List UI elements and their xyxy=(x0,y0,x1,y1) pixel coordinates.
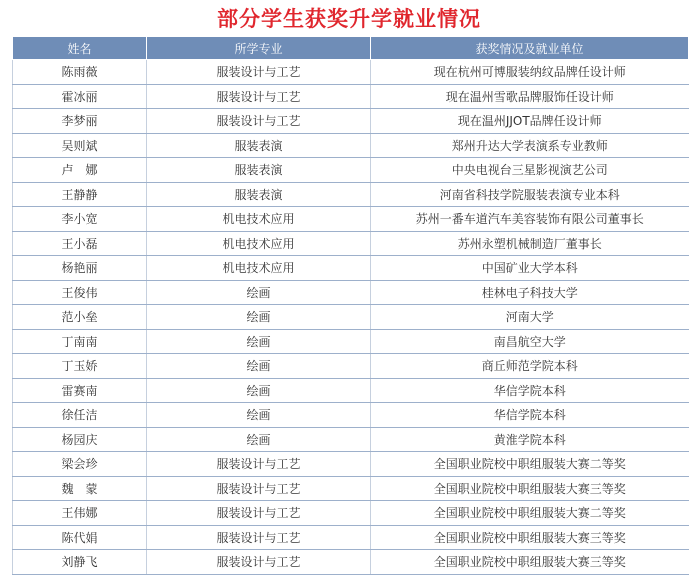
results-table xyxy=(12,36,689,575)
cell-award-employment: 南昌航空大学 xyxy=(371,329,689,354)
table-row xyxy=(13,133,689,158)
cell-student-name: 雷赛南 xyxy=(13,378,147,403)
cell-student-name: 吴则斌 xyxy=(13,133,147,158)
column-header-award-employment: 获奖情况及就业单位 xyxy=(371,37,689,60)
cell-major: 绘画 xyxy=(147,329,371,354)
table-row xyxy=(13,354,689,379)
cell-student-name: 王俊伟 xyxy=(13,280,147,305)
cell-award-employment: 华信学院本科 xyxy=(371,378,689,403)
cell-major: 服装表演 xyxy=(147,133,371,158)
table-row xyxy=(13,231,689,256)
cell-award-employment: 现在温州雪歌品牌服饰任设计师 xyxy=(371,84,689,109)
cell-student-name: 王小磊 xyxy=(13,231,147,256)
cell-student-name: 杨园庆 xyxy=(13,427,147,452)
cell-award-employment: 全国职业院校中职组服装大赛三等奖 xyxy=(371,550,689,575)
cell-award-employment: 华信学院本科 xyxy=(371,403,689,428)
cell-student-name: 陈代娟 xyxy=(13,525,147,550)
cell-award-employment: 现在杭州可博服装纳纹品牌任设计师 xyxy=(371,60,689,85)
table-row xyxy=(13,256,689,281)
table-row xyxy=(13,280,689,305)
table-body xyxy=(13,60,689,575)
table-row xyxy=(13,501,689,526)
cell-award-employment: 中国矿业大学本科 xyxy=(371,256,689,281)
cell-award-employment: 现在温州JJOT品牌任设计师 xyxy=(371,109,689,134)
cell-student-name: 李梦丽 xyxy=(13,109,147,134)
table-row xyxy=(13,305,689,330)
column-header-name: 姓名 xyxy=(13,37,147,60)
cell-major: 服装设计与工艺 xyxy=(147,476,371,501)
table-row xyxy=(13,182,689,207)
cell-major: 服装表演 xyxy=(147,158,371,183)
cell-award-employment: 全国职业院校中职组服装大赛二等奖 xyxy=(371,501,689,526)
cell-major: 服装表演 xyxy=(147,182,371,207)
cell-award-employment: 郑州升达大学表演系专业教师 xyxy=(371,133,689,158)
cell-major: 服装设计与工艺 xyxy=(147,550,371,575)
cell-major: 服装设计与工艺 xyxy=(147,452,371,477)
cell-major: 绘画 xyxy=(147,280,371,305)
cell-award-employment: 全国职业院校中职组服装大赛二等奖 xyxy=(371,452,689,477)
cell-award-employment: 河南省科技学院服装表演专业本科 xyxy=(371,182,689,207)
cell-student-name: 范小垒 xyxy=(13,305,147,330)
table-row xyxy=(13,109,689,134)
table-row xyxy=(13,207,689,232)
table-header-row xyxy=(13,37,689,60)
cell-student-name: 卢 娜 xyxy=(13,158,147,183)
cell-major: 服装设计与工艺 xyxy=(147,525,371,550)
cell-student-name: 杨艳丽 xyxy=(13,256,147,281)
table-row xyxy=(13,452,689,477)
table-row xyxy=(13,550,689,575)
cell-major: 绘画 xyxy=(147,427,371,452)
table-row xyxy=(13,427,689,452)
cell-major: 机电技术应用 xyxy=(147,207,371,232)
cell-award-employment: 黄淮学院本科 xyxy=(371,427,689,452)
cell-award-employment: 苏州永塑机械制造厂董事长 xyxy=(371,231,689,256)
cell-student-name: 徐任洁 xyxy=(13,403,147,428)
cell-major: 绘画 xyxy=(147,403,371,428)
cell-major: 服装设计与工艺 xyxy=(147,501,371,526)
cell-award-employment: 河南大学 xyxy=(371,305,689,330)
cell-award-employment: 桂林电子科技大学 xyxy=(371,280,689,305)
cell-award-employment: 商丘师范学院本科 xyxy=(371,354,689,379)
cell-major: 服装设计与工艺 xyxy=(147,60,371,85)
cell-student-name: 李小宽 xyxy=(13,207,147,232)
cell-award-employment: 全国职业院校中职组服装大赛三等奖 xyxy=(371,476,689,501)
cell-student-name: 魏 蒙 xyxy=(13,476,147,501)
cell-student-name: 陈雨薇 xyxy=(13,60,147,85)
cell-student-name: 王静静 xyxy=(13,182,147,207)
table-row xyxy=(13,158,689,183)
cell-award-employment: 苏州一番车道汽车美容装饰有限公司董事长 xyxy=(371,207,689,232)
cell-award-employment: 中央电视台三星影视演艺公司 xyxy=(371,158,689,183)
cell-student-name: 刘静飞 xyxy=(13,550,147,575)
cell-major: 绘画 xyxy=(147,305,371,330)
cell-major: 机电技术应用 xyxy=(147,256,371,281)
cell-major: 服装设计与工艺 xyxy=(147,84,371,109)
table-row xyxy=(13,60,689,85)
table-header xyxy=(13,37,689,60)
cell-student-name: 霍冰丽 xyxy=(13,84,147,109)
cell-student-name: 王伟娜 xyxy=(13,501,147,526)
cell-student-name: 梁会珍 xyxy=(13,452,147,477)
table-row xyxy=(13,525,689,550)
cell-student-name: 丁玉娇 xyxy=(13,354,147,379)
table-row xyxy=(13,378,689,403)
table-row xyxy=(13,329,689,354)
table-row xyxy=(13,84,689,109)
cell-award-employment: 全国职业院校中职组服装大赛三等奖 xyxy=(371,525,689,550)
cell-major: 服装设计与工艺 xyxy=(147,109,371,134)
results-table-container xyxy=(12,36,688,575)
cell-major: 绘画 xyxy=(147,354,371,379)
cell-student-name: 丁南南 xyxy=(13,329,147,354)
page-title: 部分学生获奖升学就业情况 xyxy=(217,7,481,31)
cell-major: 机电技术应用 xyxy=(147,231,371,256)
cell-major: 绘画 xyxy=(147,378,371,403)
table-row xyxy=(13,476,689,501)
column-header-major: 所学专业 xyxy=(147,37,371,60)
table-row xyxy=(13,403,689,428)
